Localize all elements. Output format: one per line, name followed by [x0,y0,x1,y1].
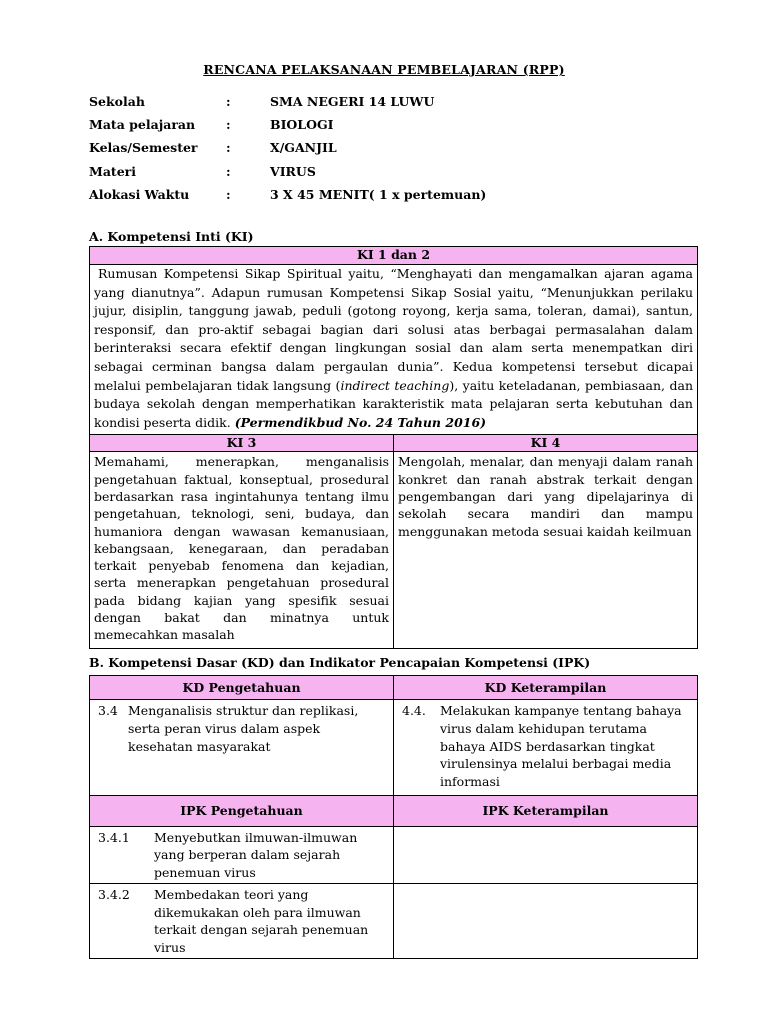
kd-keterampilan-header: KD Keterampilan [394,676,698,700]
ipk-pengetahuan-header: IPK Pengetahuan [90,795,394,826]
document-title: RENCANA PELAKSANAAN PEMBELAJARAN (RPP) [203,62,565,77]
info-row-sekolah [89,94,486,117]
kd-item [398,700,693,795]
ipk-cell [90,826,394,884]
ki12-text-italic: indirect teaching [340,377,450,393]
ipk-text: Membedakan teori yang dikemukakan oleh para ilmuwan terkait dengan sejarah penemuan virus [154,887,369,955]
kd-pengetahuan-header: KD Pengetahuan [90,676,394,700]
info-value: SMA NEGERI 14 LUWU [270,94,435,109]
ipk-number: 3.4.2 [98,887,130,903]
ipk-text: Menyebutkan ilmuwan-ilmuwan yang berperan dalam sejarah penemuan virus [154,829,358,880]
info-row-kelas-semester [89,140,486,163]
ki12-text-part2: ), yaitu keteladanan, pembiasaan, dan budaya sekolah dengan memperhatikan karakteristik mata pelajaran serta kebutuhan dan kondisi peserta didik. [94,377,693,430]
identity-block [89,94,486,210]
kd-ipk-table [89,675,698,959]
info-colon: : [226,140,231,156]
info-label: Materi [89,163,136,179]
info-label: Mata pelajaran [89,117,196,133]
info-row-materi [89,164,486,187]
info-colon: : [226,186,231,202]
info-value: 3 X 45 MENIT( 1 x pertemuan) [270,186,487,202]
ipk-cell [90,884,394,959]
ipk-item [94,827,389,884]
ki12-header: KI 1 dan 2 [90,247,698,265]
kd-number: 4.4. [402,703,426,718]
kd-text: Menganalisis struktur dan replikasi, serta peran virus dalam aspek kesehatan masyarakat [128,703,359,754]
info-value: BIOLOGI [270,117,334,133]
kd-pengetahuan-cell [90,700,394,796]
info-row-mata-pelajaran [89,117,486,140]
ki3-header: KI 3 [90,435,394,452]
ipk-number: 3.4.1 [98,829,130,845]
ki12-cell [90,265,698,435]
kd-item [94,700,389,759]
kd-number: 3.4 [98,703,118,718]
kd-text: Melakukan kampanye tentang bahaya virus dalam kehidupan terutama bahaya AIDS berdasarkan tingkat virulensinya melalui berbagai media informasi [440,703,682,790]
info-colon: : [226,163,231,179]
info-row-alokasi-waktu [89,187,486,210]
kd-keterampilan-cell [394,700,698,796]
section-b-heading: B. Kompetensi Dasar (KD) dan Indikator Pencapaian Kompetensi (IPK) [89,655,591,670]
info-colon: : [226,94,231,109]
info-colon: : [226,117,231,133]
info-label: Kelas/Semester [89,140,198,156]
ki3-text: Memahami, menerapkan, menganalisis pengetahuan faktual, konseptual, prosedural berdasarkan rasa ingintahunya tentang ilmu pengetahuan, teknologi, seni, budaya, dan humaniora dengan wawasan kemanusiaan, kebangsaan, kenegaraan, dan peradaban terkait penyebab fenomena dan kejadian, serta menerapkan pengetahuan prosedural pada bidang kajian yang spesifik sesuai dengan bakat dan minatnya untuk memecahkan masalah [90,452,394,648]
section-a-heading: A. Kompetensi Inti (KI) [89,229,254,244]
ipk-keterampilan-header: IPK Keterampilan [394,795,698,826]
info-value: VIRUS [270,163,316,179]
ki12-text-part1: Rumusan Kompetensi Sikap Spiritual yaitu, “Menghayati dan mengamalkan ajaran agama yang dianutnya”. Adapun rumusan Kompetensi Sikap Sosial yaitu, “Menunjukkan perilaku jujur, disiplin, tanggung jawab, peduli (gotong royong, kerja sama, toleran, damai), santun, responsif, dan pro-aktif sebagai bagian dari solusi atas berbagai permasalahan dalam berinteraksi secara efektif dengan lingkungan sosial dan alam serta menempatkan diri sebagai cerminan bangsa dalam pergaulan dunia”. Kedua kompetensi tersebut dicapai melalui pembelajaran tidak langsung ( [94,266,693,393]
ki4-header: KI 4 [394,435,698,452]
info-value: X/GANJIL [270,140,337,156]
ipk-keterampilan-empty-cell [394,884,698,959]
ki4-text: Mengolah, menalar, dan menyaji dalam ranah konkret dan ranah abstrak terkait dengan pengembangan dari yang dipelajarinya di sekolah secara mandiri dan mampu menggunakan metoda sesuai kaidah keilmuan [394,452,698,648]
ipk-item [94,884,389,958]
ki12-reference: (Permendikbud No. 24 Tahun 2016) [234,414,487,430]
info-label: Sekolah [89,94,145,109]
info-label: Alokasi Waktu [89,186,190,202]
ipk-keterampilan-empty-cell [394,826,698,884]
ki-table [89,246,698,649]
